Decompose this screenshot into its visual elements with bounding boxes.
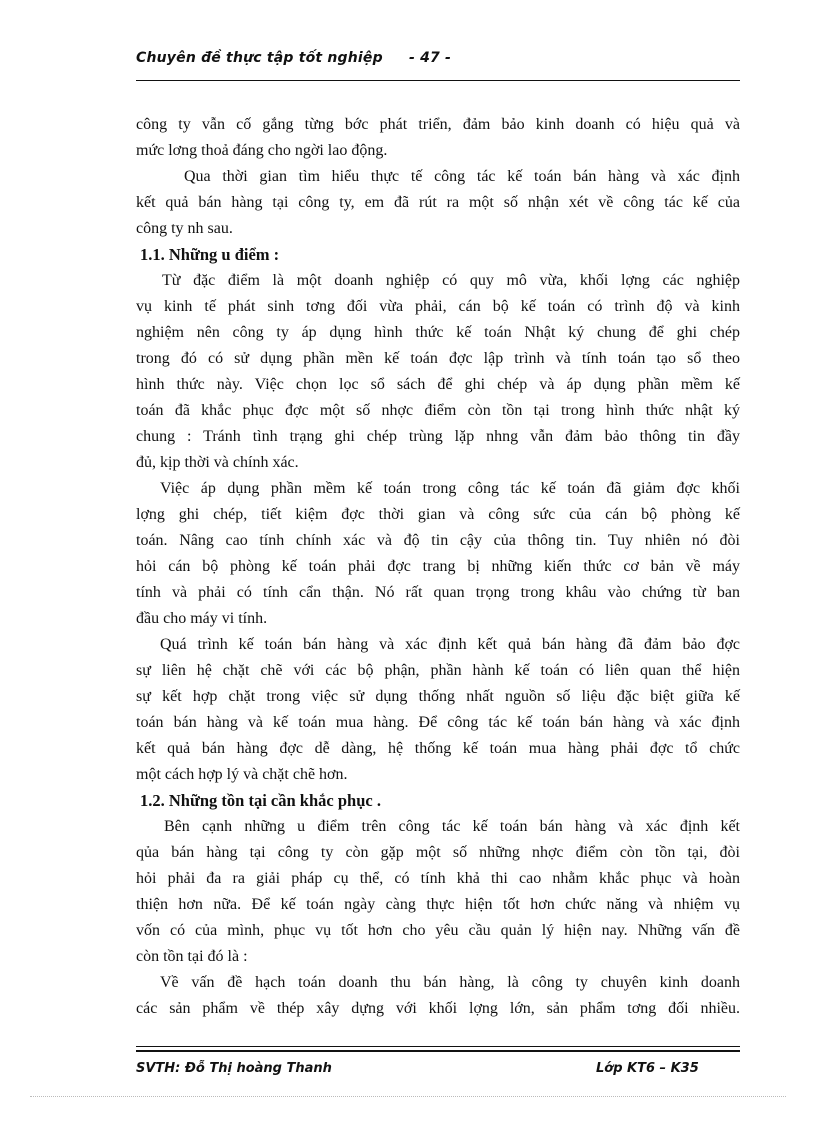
section-heading: 1.1. Những u điểm : [140, 245, 280, 264]
text-line: Việc áp dụng phần mềm kế toán trong công tác kế toán đã giảm đợc khối [160, 480, 740, 497]
text-line: lợng ghi chép, tiết kiệm đợc thời gian và công sức của cán bộ phòng kế [136, 506, 740, 523]
header-title: Chuyên đề thực tập tốt nghiệp [136, 50, 383, 66]
text-line: toán bán hàng và kế toán mua hàng. Để công tác kế toán bán hàng và xác định [136, 714, 740, 731]
text-line: kết quả bán hàng đợc dễ dàng, hệ thống kế toán mua hàng phải đợc tổ chức [136, 740, 740, 757]
text-line: đủ, kịp thời và chính xác. [136, 454, 299, 471]
text-line: nghiệm nên công ty áp dụng hình thức kế toán Nhật ký chung để ghi chép [136, 324, 740, 341]
text-line: hỏi phải đa ra giải pháp cụ thể, có tính khả thi cao nhằm khắc phục và hoàn [136, 870, 740, 887]
page-edge-divider [30, 1096, 786, 1097]
text-line: các sản phẩm về thép xây dựng với khối lợng lớn, sản phẩm tơng đối nhiều. [136, 1000, 740, 1017]
text-line: toán. Nâng cao tính chính xác và độ tin cậy của thông tin. Tuy nhiên nó đòi [136, 532, 740, 549]
text-line: vốn có của mình, phục vụ tốt hơn cho yêu cầu quản lý hiện nay. Những vấn đề [136, 922, 740, 939]
text-line: Từ đặc điểm là một doanh nghiệp có quy mô vừa, khối lợng các nghiệp [162, 272, 740, 289]
text-line: hình thức này. Việc chọn lọc sổ sách để ghi chép và áp dụng phần mềm kế [136, 376, 740, 393]
text-line: tính và phải có tính cẩn thận. Nó rất quan trọng trong khâu vào chứng từ ban [136, 584, 740, 601]
footer-rule-thick [136, 1050, 740, 1052]
text-line: Quá trình kế toán bán hàng và xác định kết quả bán hàng đã đảm bảo đợc [160, 636, 740, 653]
text-line: qủa bán hàng tại công ty còn gặp một số những nhợc điểm còn tồn tại, đòi [136, 844, 740, 861]
text-line: đầu cho máy vi tính. [136, 610, 268, 627]
text-line: toán đã khắc phục đợc một số nhợc điểm còn tồn tại trong hình thức nhật ký [136, 402, 740, 419]
text-line: Bên cạnh những u điểm trên công tác kế toán bán hàng và xác định kết [164, 818, 740, 835]
text-line: vụ kinh tế phát sinh tơng đối vừa phải, cán bộ kế toán có trình độ và kinh [136, 298, 740, 315]
text-line: chung : Tránh tình trạng ghi chép trùng lặp nhng vẫn đảm bảo thông tin đầy [136, 428, 740, 445]
page-header [136, 50, 740, 72]
text-line: sự kết hợp chặt trong việc sử dụng thống nhất nguồn số liệu đặc biệt giữa kế [136, 688, 740, 705]
text-line: còn tồn tại đó là : [136, 948, 248, 965]
text-line: kết quả bán hàng tại công ty, em đã rút ra một số nhận xét về công tác kế của [136, 194, 740, 211]
text-line: thiện hơn nữa. Để kế toán ngày càng thực hiện tốt hơn chức năng và nhiệm vụ [136, 896, 740, 913]
footer-class: Lớp KT6 – K35 [596, 1061, 699, 1076]
text-line: một cách hợp lý và chặt chẽ hơn. [136, 766, 348, 783]
header-rule [136, 80, 740, 81]
page-footer [136, 1061, 740, 1081]
footer-rule-thin [136, 1046, 740, 1047]
text-line: Về vấn đề hạch toán doanh thu bán hàng, là công ty chuyên kinh doanh [160, 974, 740, 991]
footer-student-name: SVTH: Đỗ Thị hoàng Thanh [136, 1061, 332, 1076]
text-line: hỏi cán bộ phòng kế toán phải đợc trang bị những kiến thức cơ bản về máy [136, 558, 740, 575]
text-line: trong đó có sử dụng phần mền kế toán đợc lập trình và tính toán tạo sổ theo [136, 350, 740, 367]
text-line: Qua thời gian tìm hiểu thực tế công tác kế toán bán hàng và xác định [184, 168, 740, 185]
document-body [136, 112, 740, 1022]
text-line: công ty nh sau. [136, 220, 233, 237]
text-line: sự liên hệ chặt chẽ với các bộ phận, phần hành kế toán có liên quan thể hiện [136, 662, 740, 679]
page-number: - 47 - [409, 50, 452, 66]
text-line: công ty vẫn cố gắng từng bớc phát triển, đảm bảo kinh doanh có hiệu quả và [136, 116, 740, 133]
text-line: mức lơng thoả đáng cho ngời lao động. [136, 142, 388, 159]
section-heading: 1.2. Những tồn tại cần khắc phục . [140, 791, 381, 810]
